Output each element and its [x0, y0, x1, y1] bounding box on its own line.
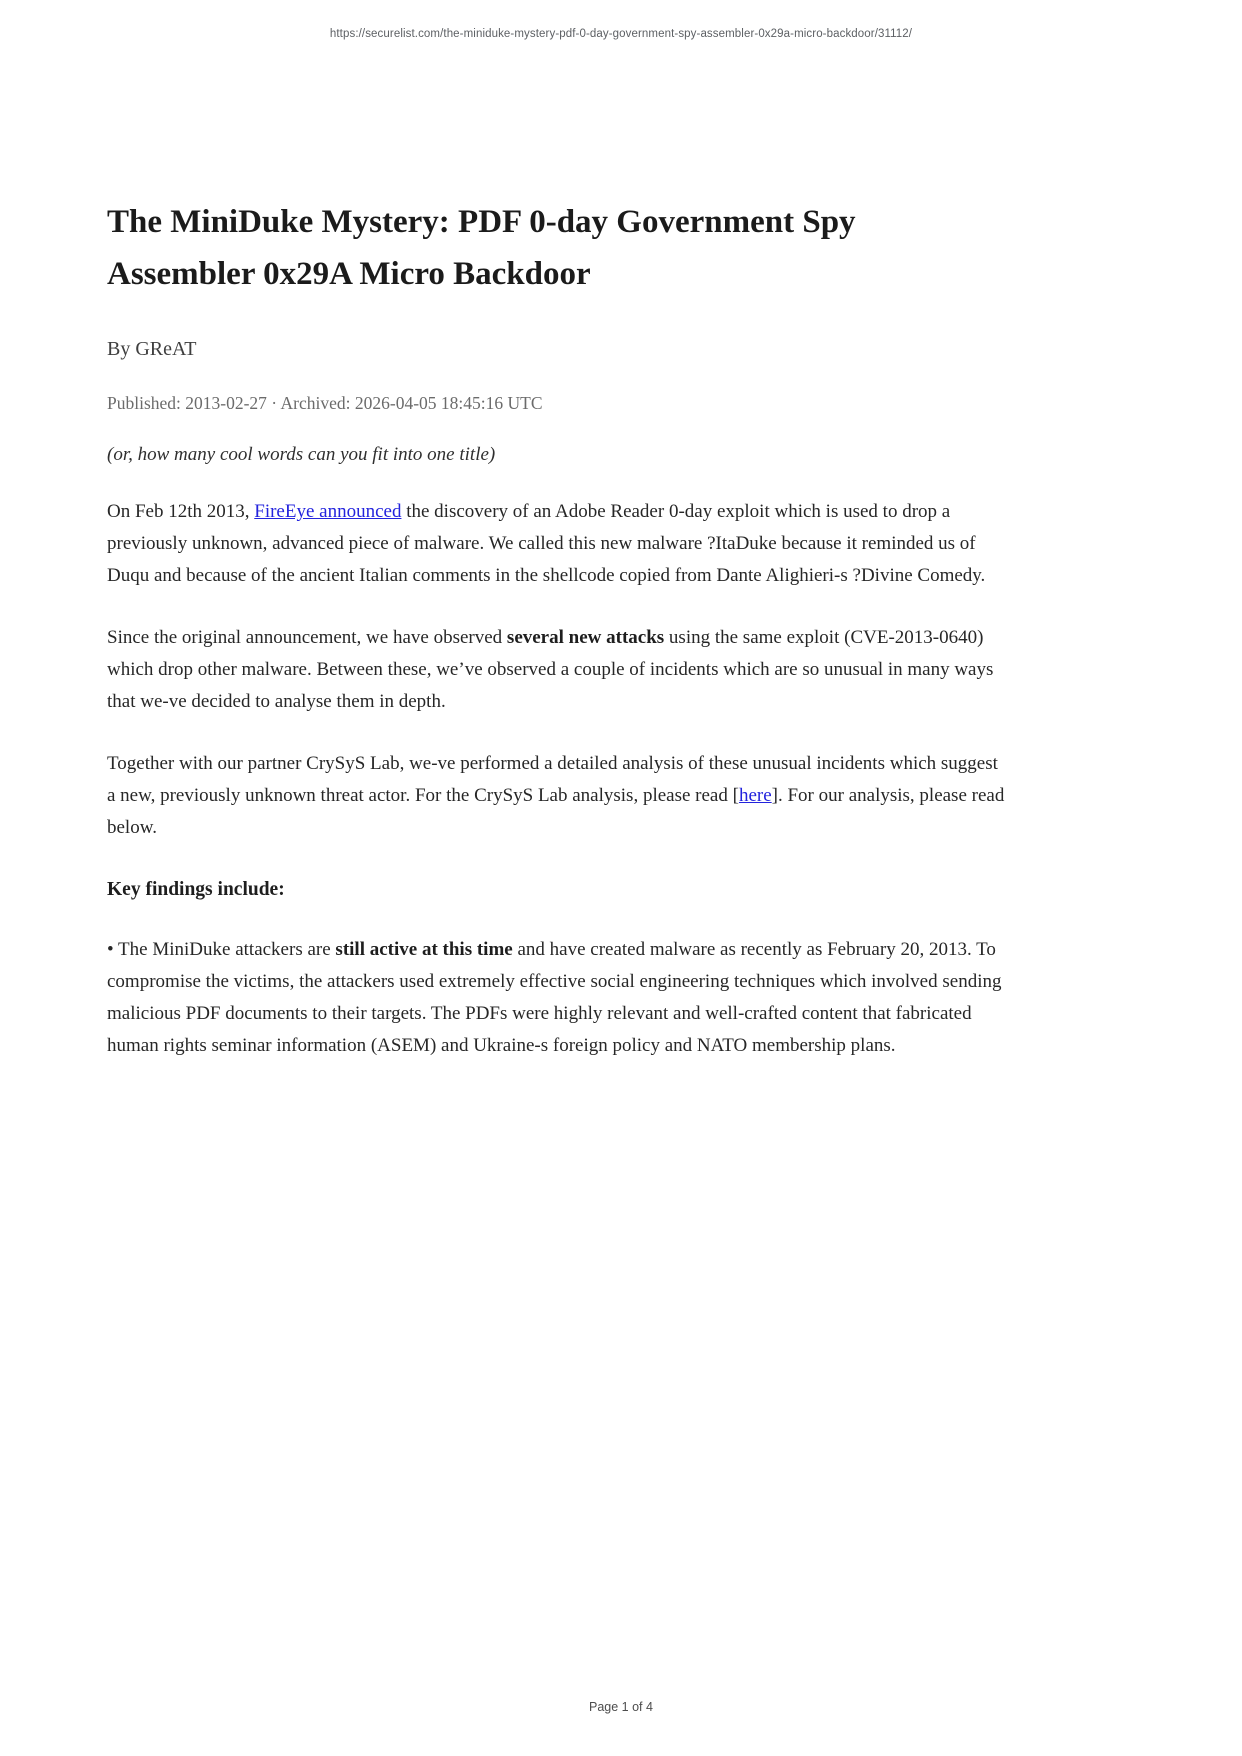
text-run: Together with our partner CrySyS Lab, we-ve performed a detailed analysis of these unusual incidents which suggest a new, previously unknown threat actor. For the CrySyS Lab analysis, please read [: [107, 753, 998, 806]
section-heading: [107, 874, 1007, 906]
paragraph: [107, 748, 1007, 844]
crysys-analysis-link[interactable]: here: [738, 785, 772, 806]
text-run: using the same exploit (CVE-2013-0640) which drop other malware. Between these, we’ve observed a couple of incidents which are so unusual in many ways that we-ve decided to analyse them in depth.: [107, 627, 994, 712]
fireeye-announcement-link[interactable]: FireEye announced: [254, 501, 402, 522]
bold-text: still active at this time: [335, 939, 513, 960]
article: [107, 196, 1007, 1092]
subtitle-italic: (or, how many cool words can you fit into one title): [107, 444, 496, 465]
published-archived-line: Published: 2013-02-27 · Archived: 2026-04-05 18:45:16 UTC: [107, 393, 543, 413]
text-run: On Feb 12th 2013,: [107, 501, 255, 522]
paragraph: [107, 496, 1007, 592]
text-run: Since the original announcement, we have observed: [107, 627, 507, 648]
text-run: the discovery of an Adobe Reader 0-day exploit which is used to drop a previously unknown, advanced piece of malware. We called this new malware ?ItaDuke because it reminded us of Duqu and because of the ancient Italian comments in the shellcode copied from Dante Alighieri-s ?Divine Comedy.: [107, 501, 986, 586]
paragraph: [107, 934, 1007, 1062]
byline: By GReAT: [107, 338, 197, 360]
print-url-header: https://securelist.com/the-miniduke-mystery-pdf-0-day-government-spy-assembler-0x29a-micro-backdoor/31112/: [329, 28, 913, 40]
text-run: ]. For our analysis, please read below.: [107, 785, 1005, 838]
text-run: Key findings include:: [107, 879, 285, 900]
article-body: [107, 496, 1007, 1062]
paragraph: [107, 622, 1007, 718]
bold-text: several new attacks: [506, 627, 665, 648]
page-number-footer: Page 1 of 4: [589, 1700, 653, 1714]
text-run: • The MiniDuke attackers are: [107, 939, 336, 960]
article-title: The MiniDuke Mystery: PDF 0-day Government Spy Assembler 0x29A Micro Backdoor: [107, 204, 856, 292]
text-run: and have created malware as recently as February 20, 2013. To compromise the victims, the attackers used extremely effective social engineering techniques which involved sending malicious PDF documents to their targets. The PDFs were highly relevant and well-crafted content that fabricated human rights seminar information (ASEM) and Ukraine-s foreign policy and NATO membership plans.: [107, 939, 1002, 1056]
